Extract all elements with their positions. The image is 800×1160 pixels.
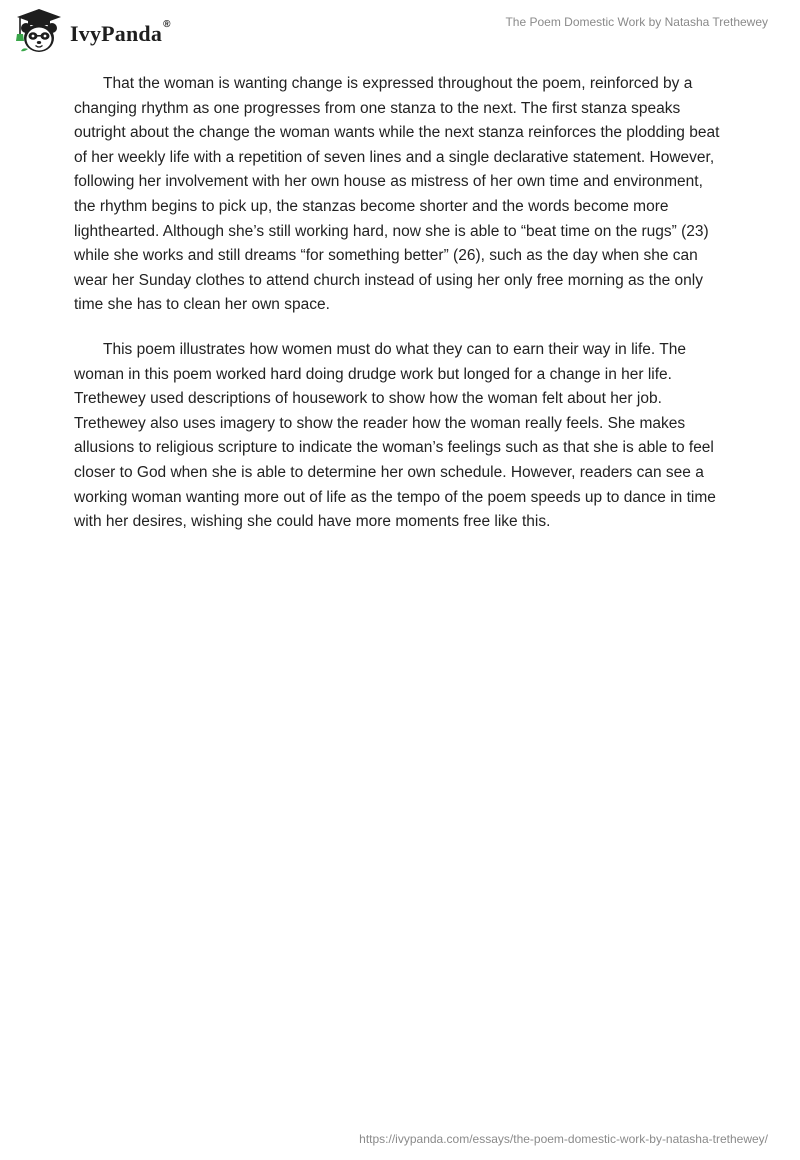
panda-graduate-icon bbox=[14, 8, 64, 54]
paragraph: That the woman is wanting change is expressed throughout the poem, reinforced by a changing rhythm as one progresses from one stanza to the next. The first stanza speaks outright about the change the woman wants while the next stanza reinforces the plodding beat of her weekly life with a repetition of seven lines and a single declarative statement. However, following her involvement with her own house as mistress of her own time and environment, the rhythm begins to pick up, the stanzas become shorter and the words become more lighthearted. Although she’s still working hard, now she is able to “beat time on the rugs” (23) while she works and still dreams “for something better” (26), such as the day when she can wear her Sunday clothes to attend church instead of using her only free morning as the only time she has to clean her own space. bbox=[74, 75, 720, 314]
registered-mark: ® bbox=[163, 19, 171, 30]
brand-name: IvyPanda® bbox=[70, 19, 171, 46]
ivypanda-logo[interactable] bbox=[14, 8, 171, 54]
essay-body bbox=[74, 72, 728, 555]
source-url-link[interactable]: https://ivypanda.com/essays/the-poem-domestic-work-by-natasha-trethewey/ bbox=[359, 1132, 768, 1146]
document-title: The Poem Domestic Work by Natasha Trethewey bbox=[505, 15, 768, 29]
paragraph: This poem illustrates how women must do what they can to earn their way in life. The woman in this poem worked hard doing drudge work but longed for a change in her life. Trethewey used descriptions of housework to show how the woman felt about her job. Trethewey also uses imagery to show the reader how the woman really feels. She makes allusions to religious scripture to indicate the woman’s feelings such as that she is able to feel closer to God when she is able to determine her own schedule. However, readers can see a working woman wanting more out of life as the tempo of the poem speeds up to dance in time with her desires, wishing she could have more moments free like this. bbox=[74, 340, 716, 531]
page-header bbox=[0, 0, 800, 60]
